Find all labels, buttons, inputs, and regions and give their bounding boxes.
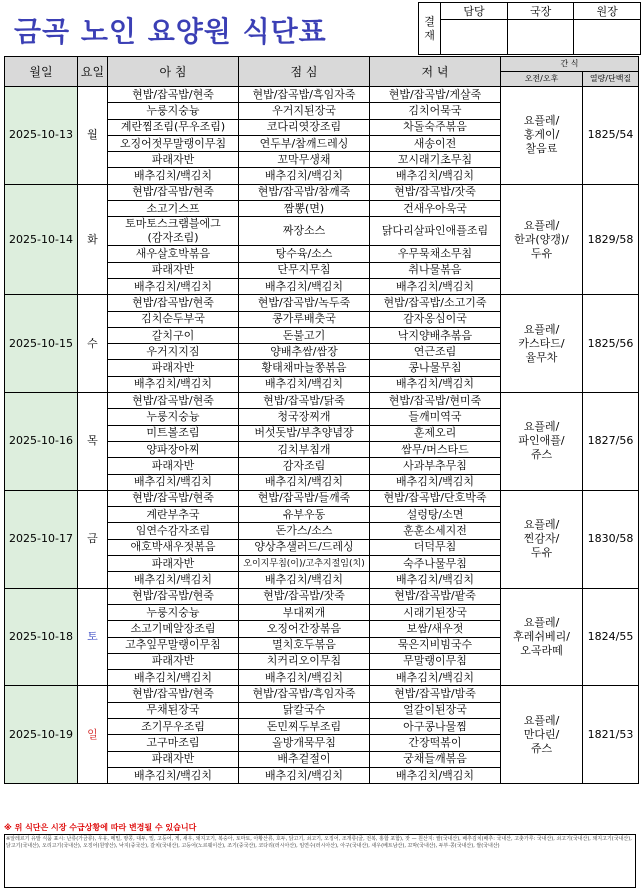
dinner-item: 현밥/잡곡밥/게살죽	[370, 87, 501, 103]
breakfast-item: 파래자반	[108, 458, 239, 474]
lunch-item: 올방개묵무침	[239, 735, 370, 751]
snack-cell	[501, 393, 583, 491]
breakfast-item-subtext: (감자조림)	[147, 231, 199, 245]
dinner-item: 배추김치/백김치	[370, 376, 501, 392]
lunch-item: 현밥/잡곡밥/들깨죽	[239, 490, 370, 506]
breakfast-item: 배추김치/백김치	[108, 168, 239, 184]
header-weekday: 요일	[78, 57, 108, 87]
breakfast-item: 계란찜조림(무우조림)	[108, 119, 239, 135]
header-lunch: 점 심	[239, 57, 370, 87]
breakfast-item: 조기무우조림	[108, 718, 239, 734]
approval-sign-box	[574, 20, 641, 55]
menu-row	[5, 686, 639, 702]
dinner-item: 설렁탕/소면	[370, 507, 501, 523]
breakfast-item: 무채된장국	[108, 702, 239, 718]
breakfast-item: 계란부추국	[108, 507, 239, 523]
lunch-item: 단무지무침	[239, 262, 370, 278]
day-date: 2025-10-17	[5, 490, 78, 588]
day-weekday: 토	[78, 588, 108, 686]
snack-item: 율무차	[525, 350, 558, 364]
lunch-item: 돈민찌두부조림	[239, 718, 370, 734]
lunch-item: 양상추샐러드/드레싱	[239, 539, 370, 555]
snack-item: 찐감자/	[523, 532, 560, 546]
snack-item: 찰음료	[525, 142, 558, 156]
dinner-item: 콩나물무침	[370, 360, 501, 376]
lunch-item: 오이지무침(이)/고추지절임(치)	[239, 556, 370, 572]
breakfast-item: 고추잎무말랭이무침	[108, 637, 239, 653]
dinner-item: 김치어묵국	[370, 103, 501, 119]
snack-item: 두유	[530, 246, 553, 260]
kcal-protein: 1821/53	[583, 686, 639, 784]
breakfast-item: 현밥/잡곡밥/현죽	[108, 295, 239, 311]
dinner-item: 훈제오리	[370, 425, 501, 441]
approval-box	[418, 2, 641, 55]
breakfast-item: 양파장아찌	[108, 441, 239, 457]
lunch-item: 버섯돗밥/부추양념장	[239, 425, 370, 441]
breakfast-item: 배추김치/백김치	[108, 376, 239, 392]
kcal-protein: 1825/56	[583, 295, 639, 393]
lunch-item: 짬뽕(면)	[239, 201, 370, 217]
header-snack-time: 오전/오후	[501, 72, 583, 87]
breakfast-item: 새우살호박볶음	[108, 246, 239, 262]
lunch-item: 콩가루배춧국	[239, 311, 370, 327]
lunch-item: 멸치호두볶음	[239, 637, 370, 653]
snack-item: 쥬스	[530, 741, 553, 755]
lunch-item: 현밥/잡곡밥/흑임자죽	[239, 686, 370, 702]
day-weekday: 월	[78, 87, 108, 185]
lunch-item: 현밥/잡곡밥/참깨죽	[239, 184, 370, 200]
footer	[4, 822, 636, 888]
menu-row	[5, 87, 639, 103]
breakfast-item: 현밥/잡곡밥/현죽	[108, 588, 239, 604]
snack-item: 요플레/	[523, 713, 560, 727]
snack-item: 요플레/	[523, 420, 560, 434]
header-date: 월일	[5, 57, 78, 87]
dinner-item: 배추김치/백김치	[370, 168, 501, 184]
approval-sign-box	[507, 20, 574, 55]
dinner-item: 더덕무침	[370, 539, 501, 555]
breakfast-item: 파래자반	[108, 556, 239, 572]
breakfast-item: 고구마조림	[108, 735, 239, 751]
lunch-item: 코다리엿장조림	[239, 119, 370, 135]
snack-cell	[501, 588, 583, 686]
day-date: 2025-10-18	[5, 588, 78, 686]
snack-item: 만다린/	[523, 727, 560, 741]
dinner-item: 건새우아욱국	[370, 201, 501, 217]
lunch-item: 유부우동	[239, 507, 370, 523]
header-breakfast: 아 침	[108, 57, 239, 87]
lunch-item: 배추김치/백김치	[239, 168, 370, 184]
snack-item: 두유	[530, 546, 553, 560]
snack-item: 요플레/	[523, 616, 560, 629]
breakfast-item: 누룽지숭늉	[108, 604, 239, 620]
day-date: 2025-10-19	[5, 686, 78, 784]
day-date: 2025-10-14	[5, 184, 78, 294]
lunch-item: 현밥/잡곡밥/녹두죽	[239, 295, 370, 311]
snack-item: 카스타드/	[518, 336, 565, 350]
menu-row	[5, 393, 639, 409]
lunch-item: 황태채마늘쫑볶음	[239, 360, 370, 376]
dinner-item: 차돌숙주볶음	[370, 119, 501, 135]
breakfast-item: 파래자반	[108, 653, 239, 669]
snack-cell	[501, 184, 583, 294]
dinner-item: 감자옹심이국	[370, 311, 501, 327]
allergy-origin-info: ※알레르기 유발 식품 표시: 난류(가금류), 우유, 메밀, 땅콩, 대두, 밀, 고등어, 게, 새우, 돼지고기, 복숭아, 토마토, 아황산류, 호두, 닭고기, 쇠고기, 오징어, 조개류(굴, 전복, 홍합 포함), 잣 — 원산지: 쌀(국내산), 배추김치(배추: 국내산, 고춧가루: 국내산), 쇠고기(국내산), 돼지고기(국내산), 닭고기(국내산), 오리고기(국내산), 오징어(원양산), 낙지(중국산), 갈치(국내산), 고등어(노르웨이산), 조기(중국산), 코다리(러시아산), 임연수(러시아산), 아구(국내산), 새우(베트남산), 꼬막(국내산), 두부·콩(국내산), 쌀(국내산)	[4, 834, 636, 888]
breakfast-item: 파래자반	[108, 152, 239, 168]
menu-row	[5, 490, 639, 506]
breakfast-item: 갈치구이	[108, 327, 239, 343]
approval-role: 담당	[441, 3, 508, 20]
menu-row	[5, 295, 639, 311]
day-weekday: 수	[78, 295, 108, 393]
dinner-item: 숙주나물무침	[370, 556, 501, 572]
lunch-item: 닭칼국수	[239, 702, 370, 718]
lunch-item: 우거지된장국	[239, 103, 370, 119]
breakfast-item: 누룽지숭늉	[108, 103, 239, 119]
lunch-item: 배추김치/백김치	[239, 474, 370, 490]
dinner-item: 취나물볶음	[370, 262, 501, 278]
lunch-item: 짜장소스	[239, 217, 370, 246]
lunch-item: 배추김치/백김치	[239, 572, 370, 588]
lunch-item: 배추김치/백김치	[239, 376, 370, 392]
breakfast-item: 현밥/잡곡밥/현죽	[108, 686, 239, 702]
dinner-item: 배추김치/백김치	[370, 767, 501, 783]
breakfast-item: 애호박새우젓볶음	[108, 539, 239, 555]
snack-item: 파인애플/	[518, 434, 565, 448]
dinner-item: 보쌈/새우젓	[370, 621, 501, 637]
snack-item: 오곡라떼	[520, 644, 563, 657]
snack-item: 쥬스	[530, 448, 553, 462]
dinner-item: 현밥/잡곡밥/밤죽	[370, 686, 501, 702]
kcal-protein: 1830/58	[583, 490, 639, 588]
dinner-item: 연근조림	[370, 344, 501, 360]
lunch-item: 김치부침개	[239, 441, 370, 457]
lunch-item: 오징어간장볶음	[239, 621, 370, 637]
breakfast-item: 소고기스프	[108, 201, 239, 217]
lunch-item: 감자조림	[239, 458, 370, 474]
snack-item: 후레쉬베리/	[513, 630, 570, 643]
snack-item: 요플레/	[523, 518, 560, 532]
breakfast-item	[108, 217, 239, 246]
snack-item: 한과(양갱)/	[514, 232, 569, 246]
lunch-item: 연두부/참깨드레싱	[239, 135, 370, 151]
kcal-protein: 1825/54	[583, 87, 639, 185]
dinner-item: 사과부추무침	[370, 458, 501, 474]
lunch-item: 배추김치/백김치	[239, 278, 370, 294]
kcal-protein: 1827/56	[583, 393, 639, 491]
dinner-item: 현밥/잡곡밥/잣죽	[370, 184, 501, 200]
breakfast-item: 배추김치/백김치	[108, 670, 239, 686]
dinner-item: 새송이전	[370, 135, 501, 151]
snack-item: 요플레/	[523, 218, 560, 232]
dinner-item: 얼갈이된장국	[370, 702, 501, 718]
lunch-item: 배추겉절이	[239, 751, 370, 767]
dinner-item: 배추김치/백김치	[370, 278, 501, 294]
lunch-item: 배추김치/백김치	[239, 767, 370, 783]
snack-item: 요플레/	[523, 114, 560, 128]
breakfast-item: 우거지지짐	[108, 344, 239, 360]
day-date: 2025-10-16	[5, 393, 78, 491]
day-date: 2025-10-15	[5, 295, 78, 393]
approval-role: 원장	[574, 3, 641, 20]
day-weekday: 목	[78, 393, 108, 491]
breakfast-item: 소고기메알장조림	[108, 621, 239, 637]
lunch-item: 양배추쌈/쌈장	[239, 344, 370, 360]
breakfast-item: 파래자반	[108, 751, 239, 767]
breakfast-item: 김치순두부국	[108, 311, 239, 327]
snack-cell	[501, 295, 583, 393]
approval-sign-box	[441, 20, 508, 55]
lunch-item: 돈불고기	[239, 327, 370, 343]
dinner-item: 꼬시래기초무침	[370, 152, 501, 168]
snack-item: 홍게이/	[523, 128, 560, 142]
dinner-item: 현밥/잡곡밥/단호박죽	[370, 490, 501, 506]
lunch-item: 탕수육/소스	[239, 246, 370, 262]
lunch-item: 치커리오이무침	[239, 653, 370, 669]
breakfast-item: 미트볼조림	[108, 425, 239, 441]
change-notice: ※ 위 식단은 시장 수급상황에 따라 변경될 수 있습니다	[4, 823, 197, 832]
snack-cell	[501, 490, 583, 588]
breakfast-item: 파래자반	[108, 262, 239, 278]
dinner-item: 무말랭이무침	[370, 653, 501, 669]
kcal-protein: 1824/55	[583, 588, 639, 686]
dinner-item: 배추김치/백김치	[370, 474, 501, 490]
snack-cell	[501, 686, 583, 784]
lunch-item: 청국장찌개	[239, 409, 370, 425]
breakfast-item: 배추김치/백김치	[108, 474, 239, 490]
breakfast-item: 누룽지숭늉	[108, 409, 239, 425]
lunch-item: 배추김치/백김치	[239, 670, 370, 686]
dinner-item: 우무묵채소무침	[370, 246, 501, 262]
breakfast-item: 임연수감자조림	[108, 523, 239, 539]
menu-table	[4, 56, 639, 784]
dinner-item: 낙지양배추볶음	[370, 327, 501, 343]
lunch-item: 꼬막무생채	[239, 152, 370, 168]
breakfast-item: 배추김치/백김치	[108, 278, 239, 294]
day-weekday: 일	[78, 686, 108, 784]
lunch-item: 돈가스/소스	[239, 523, 370, 539]
dinner-item: 시래기된장국	[370, 604, 501, 620]
dinner-item: 배추김치/백김치	[370, 572, 501, 588]
approval-label: 결 재	[419, 3, 441, 55]
menu-row	[5, 588, 639, 604]
breakfast-item: 현밥/잡곡밥/현죽	[108, 490, 239, 506]
breakfast-item: 파래자반	[108, 360, 239, 376]
header-snack: 간 식	[501, 57, 639, 72]
dinner-item: 배추김치/백김치	[370, 670, 501, 686]
day-date: 2025-10-13	[5, 87, 78, 185]
kcal-protein: 1829/58	[583, 184, 639, 294]
dinner-item: 간장떡볶이	[370, 735, 501, 751]
day-weekday: 화	[78, 184, 108, 294]
lunch-item: 현밥/잡곡밥/흑임자죽	[239, 87, 370, 103]
dinner-item: 닭다리살파인애플조림	[370, 217, 501, 246]
dinner-item: 훈훈소세지전	[370, 523, 501, 539]
dinner-item: 궁채들깨볶음	[370, 751, 501, 767]
dinner-item: 쌈무/머스타드	[370, 441, 501, 457]
breakfast-item: 현밥/잡곡밥/현죽	[108, 87, 239, 103]
dinner-item: 현밥/잡곡밥/팥죽	[370, 588, 501, 604]
dinner-item: 현밥/잡곡밥/현미죽	[370, 393, 501, 409]
breakfast-item: 배추김치/백김치	[108, 767, 239, 783]
breakfast-item: 오징어젓무말랭이무침	[108, 135, 239, 151]
page-title: 금곡 노인 요양원 식단표	[14, 15, 327, 48]
day-weekday: 금	[78, 490, 108, 588]
lunch-item: 현밥/잡곡밥/닭죽	[239, 393, 370, 409]
dinner-item: 현밥/잡곡밥/소고기죽	[370, 295, 501, 311]
breakfast-item: 현밥/잡곡밥/현죽	[108, 393, 239, 409]
dinner-item: 묵은지비빔국수	[370, 637, 501, 653]
breakfast-item: 배추김치/백김치	[108, 572, 239, 588]
snack-item: 요플레/	[523, 322, 560, 336]
snack-cell	[501, 87, 583, 185]
breakfast-item: 현밥/잡곡밥/현죽	[108, 184, 239, 200]
lunch-item: 현밥/잡곡밥/잣죽	[239, 588, 370, 604]
dinner-item: 아구콩나물찜	[370, 718, 501, 734]
breakfast-item-text: 토마토스크램블에그	[125, 217, 221, 231]
header-dinner: 저 녁	[370, 57, 501, 87]
lunch-item: 부대찌개	[239, 604, 370, 620]
dinner-item: 들깨미역국	[370, 409, 501, 425]
header-kcal-protein: 열량/단백질	[583, 72, 639, 87]
menu-row	[5, 184, 639, 200]
approval-role: 국장	[507, 3, 574, 20]
